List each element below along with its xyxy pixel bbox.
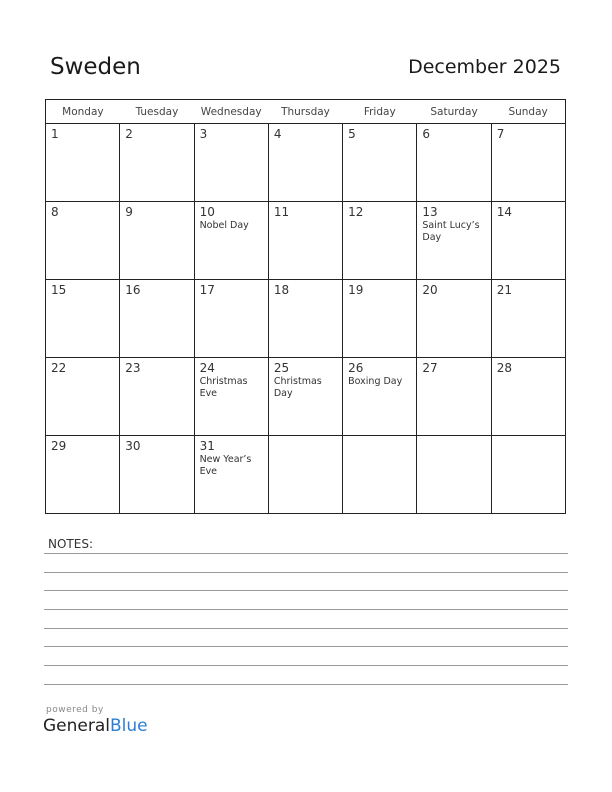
week-row xyxy=(46,280,566,358)
day-cell xyxy=(343,124,417,202)
holiday-label: Nobel Day xyxy=(199,220,249,231)
day-number: 27 xyxy=(422,361,438,375)
day-number: 12 xyxy=(348,205,364,219)
day-cell xyxy=(268,280,342,358)
day-number: 7 xyxy=(496,127,505,141)
day-number: 11 xyxy=(273,205,290,219)
day-number: 14 xyxy=(496,205,512,219)
notes-line xyxy=(44,609,568,610)
weekday-friday: Friday xyxy=(343,100,417,124)
day-number: 13 xyxy=(422,205,438,219)
day-number: 4 xyxy=(273,127,282,141)
day-number: 10 xyxy=(199,205,215,219)
day-cell xyxy=(46,280,120,358)
weekday-sunday: Sunday xyxy=(491,100,565,124)
day-cell xyxy=(46,202,120,280)
day-number: 19 xyxy=(348,283,364,297)
day-cell xyxy=(268,436,342,514)
day-cell xyxy=(194,124,268,202)
day-number: 1 xyxy=(51,127,59,141)
day-cell xyxy=(120,124,194,202)
weekday-wednesday: Wednesday xyxy=(194,100,268,124)
day-number: 26 xyxy=(348,361,364,375)
day-cell xyxy=(46,436,120,514)
notes-line xyxy=(44,590,568,591)
notes-line xyxy=(44,684,568,685)
day-cell xyxy=(194,280,268,358)
brand-general: General xyxy=(43,716,110,736)
day-number: 8 xyxy=(51,205,59,219)
notes-line xyxy=(44,628,568,629)
week-row xyxy=(46,202,566,280)
day-number: 28 xyxy=(496,361,512,375)
country-title: Sweden xyxy=(50,54,141,80)
day-number: 17 xyxy=(199,283,215,297)
day-cell xyxy=(46,124,120,202)
day-cell xyxy=(343,280,417,358)
day-number: 30 xyxy=(125,439,141,453)
day-cell xyxy=(120,280,194,358)
holiday-label: New Year’s Eve xyxy=(199,454,252,477)
day-number: 23 xyxy=(125,361,141,375)
day-number: 29 xyxy=(51,439,67,453)
weekday-monday: Monday xyxy=(46,100,120,124)
day-cell xyxy=(268,358,342,436)
notes-line xyxy=(44,572,568,573)
day-cell xyxy=(268,202,342,280)
weekday-header-row xyxy=(46,100,566,124)
day-number: 24 xyxy=(199,361,215,375)
weekday-tuesday: Tuesday xyxy=(120,100,194,124)
day-number xyxy=(269,436,342,439)
weekday-saturday: Saturday xyxy=(417,100,491,124)
day-number: 20 xyxy=(422,283,438,297)
powered-by-text: powered by xyxy=(46,705,104,715)
day-cell xyxy=(120,202,194,280)
day-number: 3 xyxy=(199,127,208,141)
day-cell xyxy=(343,358,417,436)
day-number: 31 xyxy=(199,439,215,453)
day-cell xyxy=(417,202,491,280)
notes-label: NOTES: xyxy=(48,537,93,551)
day-cell xyxy=(417,124,491,202)
week-row xyxy=(46,358,566,436)
calendar-grid xyxy=(45,99,566,514)
holiday-label: Christmas Day xyxy=(273,376,322,399)
day-number xyxy=(417,436,490,439)
notes-line xyxy=(44,665,568,666)
day-cell xyxy=(417,436,491,514)
day-number: 18 xyxy=(273,283,290,297)
week-row xyxy=(46,124,566,202)
holiday-label: Boxing Day xyxy=(348,376,403,387)
day-number: 25 xyxy=(273,361,290,375)
day-cell xyxy=(491,124,565,202)
day-cell xyxy=(343,436,417,514)
day-cell xyxy=(417,280,491,358)
day-cell xyxy=(194,202,268,280)
holiday-label: Saint Lucy’s Day xyxy=(422,220,480,243)
brand-blue: Blue xyxy=(110,716,148,736)
generalblue-logo[interactable] xyxy=(43,716,148,736)
month-year-title: December 2025 xyxy=(408,56,561,78)
day-cell xyxy=(194,436,268,514)
weekday-thursday: Thursday xyxy=(268,100,342,124)
day-cell xyxy=(491,436,565,514)
day-number: 5 xyxy=(348,127,356,141)
day-cell xyxy=(120,358,194,436)
day-cell xyxy=(491,358,565,436)
day-number xyxy=(492,436,565,439)
day-cell xyxy=(491,202,565,280)
day-number: 21 xyxy=(496,283,512,297)
day-number: 6 xyxy=(422,127,431,141)
day-number: 22 xyxy=(51,361,67,375)
day-cell xyxy=(46,358,120,436)
day-cell xyxy=(417,358,491,436)
day-cell xyxy=(343,202,417,280)
notes-line xyxy=(44,646,568,647)
day-cell xyxy=(194,358,268,436)
day-number: 9 xyxy=(125,205,133,219)
day-cell xyxy=(268,124,342,202)
day-number: 15 xyxy=(51,283,67,297)
week-row xyxy=(46,436,566,514)
day-number: 2 xyxy=(125,127,133,141)
day-number xyxy=(343,436,416,439)
notes-line xyxy=(44,553,568,554)
calendar-body xyxy=(46,124,566,514)
holiday-label: Christmas Eve xyxy=(199,376,248,399)
day-number: 16 xyxy=(125,283,141,297)
day-cell xyxy=(120,436,194,514)
day-cell xyxy=(491,280,565,358)
